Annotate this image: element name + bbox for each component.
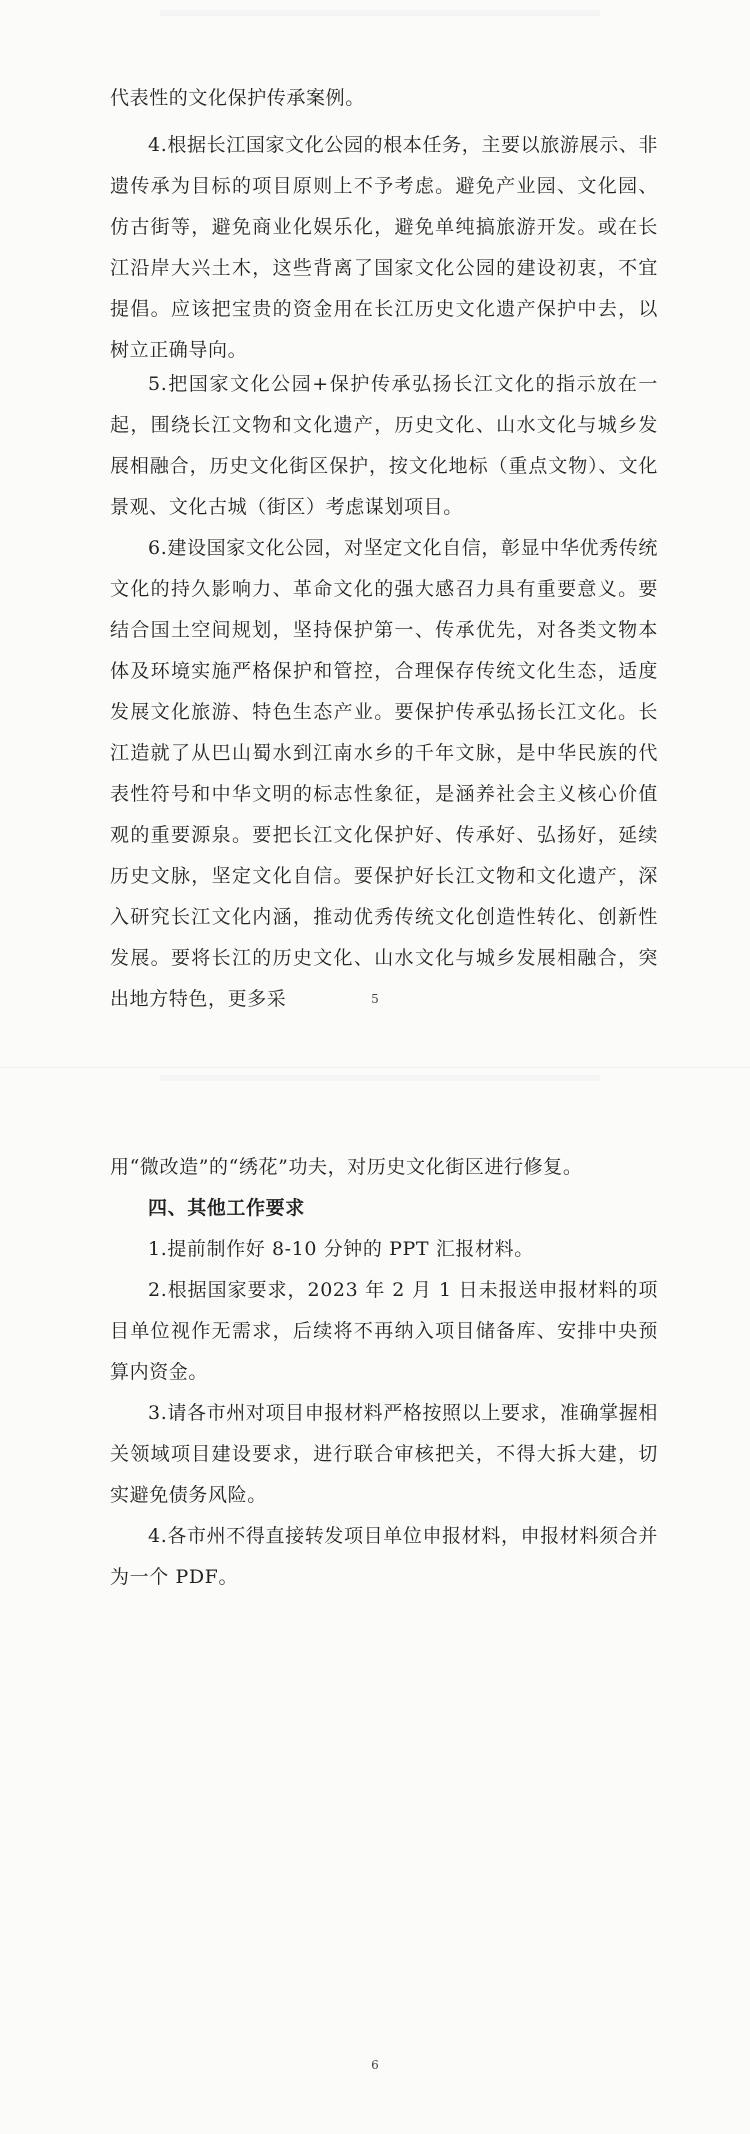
paragraph-text: 4.根据长江国家文化公园的根本任务，主要以旅游展示、非遗传承为目标的项目原则上不予考虑。避免产业园、文化园、仿古街等，避免商业化娱乐化，避免单纯搞旅游开发。或在长江沿岸大兴土木，这些背离了国家文化公园的建设初衷，不宜提倡。应该把宝贵的资金用在长江历史文化遗产保护中去，以树立正确导向。 <box>110 134 658 361</box>
paragraph-item-6 <box>110 528 658 1020</box>
scan-artifact <box>160 1075 600 1081</box>
paragraph-text: 5.把国家文化公园+保护传承弘扬长江文化的指示放在一起，围绕长江文物和文化遗产，历史文化、山水文化与城乡发展相融合，历史文化街区保护，按文化地标（重点文物）、文化景观、文化古城（街区）考虑谋划项目。 <box>110 373 658 518</box>
page-number: 5 <box>371 992 379 1006</box>
paragraph-item-5 <box>110 364 658 528</box>
requirement-item-2: 2.根据国家要求，2023 年 2 月 1 日未报送申报材料的项目单位视作无需求，后续将不再纳入项目储备库、安排中央预算内资金。 <box>110 1279 658 1383</box>
section-heading: 四、其他工作要求 <box>148 1197 305 1219</box>
paragraph-text: 代表性的文化保护传承案例。 <box>110 87 365 109</box>
scan-artifact <box>160 10 600 16</box>
page-divider <box>0 1067 750 1068</box>
paragraph-continuation: 用“微改造”的“绣花”功夫，对历史文化街区进行修复。 <box>110 1156 583 1178</box>
paragraph-text: 6.建设国家文化公园，对坚定文化自信，彰显中华优秀传统文化的持久影响力、革命文化的强大感召力具有重要意义。要结合国土空间规划，坚持保护第一、传承优先，对各类文物本体及环境实施严格保护和管控，合理保存传统文化生态，适度发展文化旅游、特色生态产业。要保护传承弘扬长江文化。长江造就了从巴山蜀水到江南水乡的千年文脉，是中华民族的代表性符号和中华文明的标志性象征，是涵养社会主义核心价值观的重要源泉。要把长江文化保护好、传承好、弘扬好，延续历史文脉，坚定文化自信。要保护好长江文物和文化遗产，深入研究长江文化内涵，推动优秀传统文化创造性转化、创新性发展。要将长江的历史文化、山水文化与城乡发展相融合，突出地方特色，更多采 <box>110 537 658 1010</box>
requirement-item-3: 3.请各市州对项目申报材料严格按照以上要求，准确掌握相关领域项目建设要求，进行联合审核把关，不得大拆大建，切实避免债务风险。 <box>110 1402 658 1506</box>
requirement-item-1: 1.提前制作好 8-10 分钟的 PPT 汇报材料。 <box>148 1238 534 1260</box>
paragraph-continuation <box>110 78 658 119</box>
requirement-item-4: 4.各市州不得直接转发项目单位申报材料，申报材料须合并为一个 PDF。 <box>110 1525 658 1588</box>
page-6-content <box>110 1147 658 1598</box>
paragraph-item-4 <box>110 125 658 371</box>
page-number: 6 <box>371 2058 379 2072</box>
